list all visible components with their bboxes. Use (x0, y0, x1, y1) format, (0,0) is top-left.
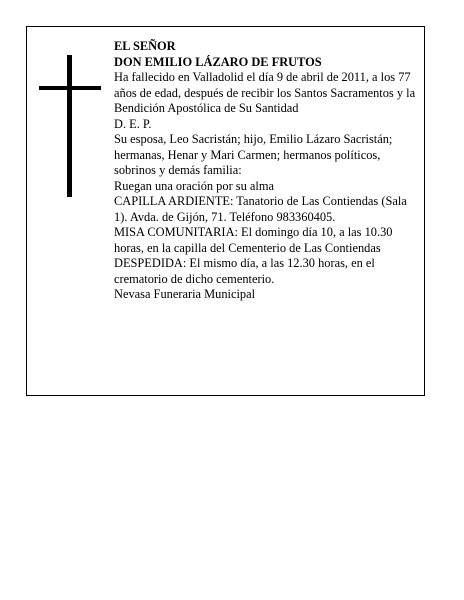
chapel-info: CAPILLA ARDIENTE: Tanatorio de Las Contiendas (Sala 1). Avda. de Gijón, 71. Teléfono 983360405. (114, 194, 407, 224)
deceased-name: DON EMILIO LÁZARO DE FRUTOS (114, 54, 322, 69)
funeral-home: Nevasa Funeraria Municipal (114, 287, 256, 301)
family-list: Su esposa, Leo Sacristán; hijo, Emilio Lázaro Sacristán; hermanas, Henar y Mari Carmen; hermanos políticos, sobrinos y demás familia: (114, 132, 393, 177)
deceased-title: EL SEÑOR (114, 39, 176, 53)
prayer-request: Ruegan una oración por su alma (114, 178, 274, 193)
cross-horizontal-bar (39, 86, 101, 90)
mass-info: MISA COMUNITARIA: El domingo día 10, a las 10.30 horas, en la capilla del Cementerio de Las Contiendas (114, 225, 393, 255)
farewell-info: DESPEDIDA: El mismo día, a las 12.30 horas, en el crematorio de dicho cementerio. (114, 256, 375, 286)
obituary-text (114, 39, 420, 303)
rip-line: D. E. P. (114, 116, 152, 131)
death-announcement: Ha fallecido en Valladolid el día 9 de abril de 2011, a los 77 años de edad, después de recibir los Santos Sacramentos y la Bendición Apostólica de Su Santidad (114, 70, 416, 115)
cross-vertical-bar (67, 55, 72, 197)
obituary-notice (26, 26, 425, 396)
